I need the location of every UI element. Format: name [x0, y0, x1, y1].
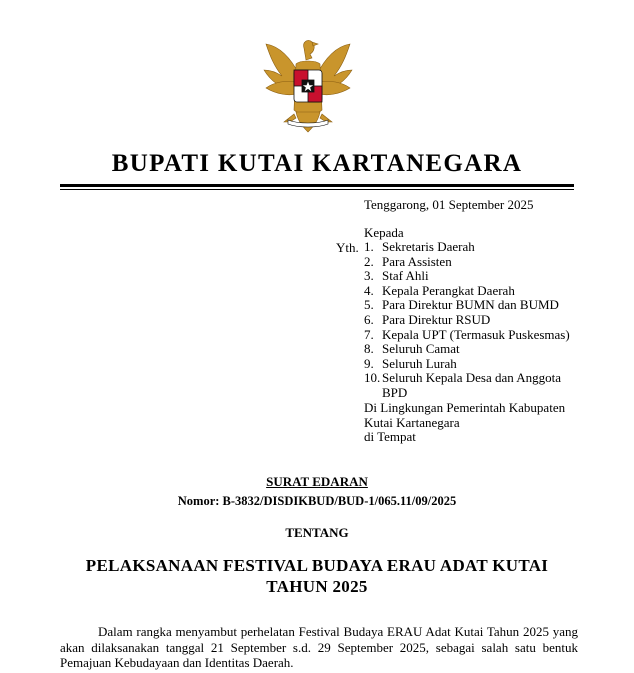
recipient-list — [364, 240, 584, 401]
garuda-pancasila-emblem-icon — [260, 36, 356, 134]
list-item: 8. Seluruh Camat — [364, 341, 460, 357]
location-line: Di Lingkungan Pemerintah Kabupaten Kutai Kartanegara — [364, 400, 566, 430]
list-item: 3. Staf Ahli — [364, 268, 429, 284]
letter-date: Tenggarong, 01 September 2025 — [364, 197, 534, 212]
letterhead-rule-thin — [60, 189, 574, 190]
subject-line: TAHUN 2025 — [266, 577, 368, 596]
list-item: 2. Para Assisten — [364, 253, 452, 269]
list-item: 5. Para Direktur BUMN dan BUMD — [364, 297, 559, 313]
subject-line: PELAKSANAAN FESTIVAL BUDAYA ERAU ADAT KUTAI — [85, 556, 549, 575]
body-paragraph: Dalam rangka menyambut perhelatan Festival Budaya ERAU Adat Kutai Tahun 2025 yang akan dilaksanakan tanggal 21 September s.d. 29 September 2025, sebagai salah satu bentuk Pemajuan Kebudayaan dan Identitas Daerah. — [60, 624, 578, 670]
letterhead-rule-thick — [60, 184, 574, 187]
list-item: 10. Seluruh Kepala Desa dan Anggota BPD — [364, 370, 562, 400]
letterhead-title: BUPATI KUTAI KARTANEGARA — [111, 150, 523, 177]
recipient-heading: Kepada — [364, 225, 404, 240]
list-item: 1. Sekretaris Daerah — [364, 239, 475, 254]
location-line: di Tempat — [364, 429, 416, 445]
circular-number: Nomor: B-3832/DISDIKBUD/BUD-1/065.11/09/2025 — [177, 494, 457, 508]
list-item: 9. Seluruh Lurah — [364, 355, 457, 371]
list-item: 6. Para Direktur RSUD — [364, 311, 491, 327]
list-item: 7. Kepala UPT (Termasuk Puskesmas) — [364, 326, 570, 342]
list-item: 4. Kepala Perangkat Daerah — [364, 282, 515, 298]
recipient-location — [364, 401, 584, 445]
circular-subject — [0, 555, 634, 597]
yth-label: Yth. — [336, 240, 359, 255]
about-label: TENTANG — [285, 525, 349, 540]
circular-heading: SURAT EDARAN — [266, 474, 368, 489]
